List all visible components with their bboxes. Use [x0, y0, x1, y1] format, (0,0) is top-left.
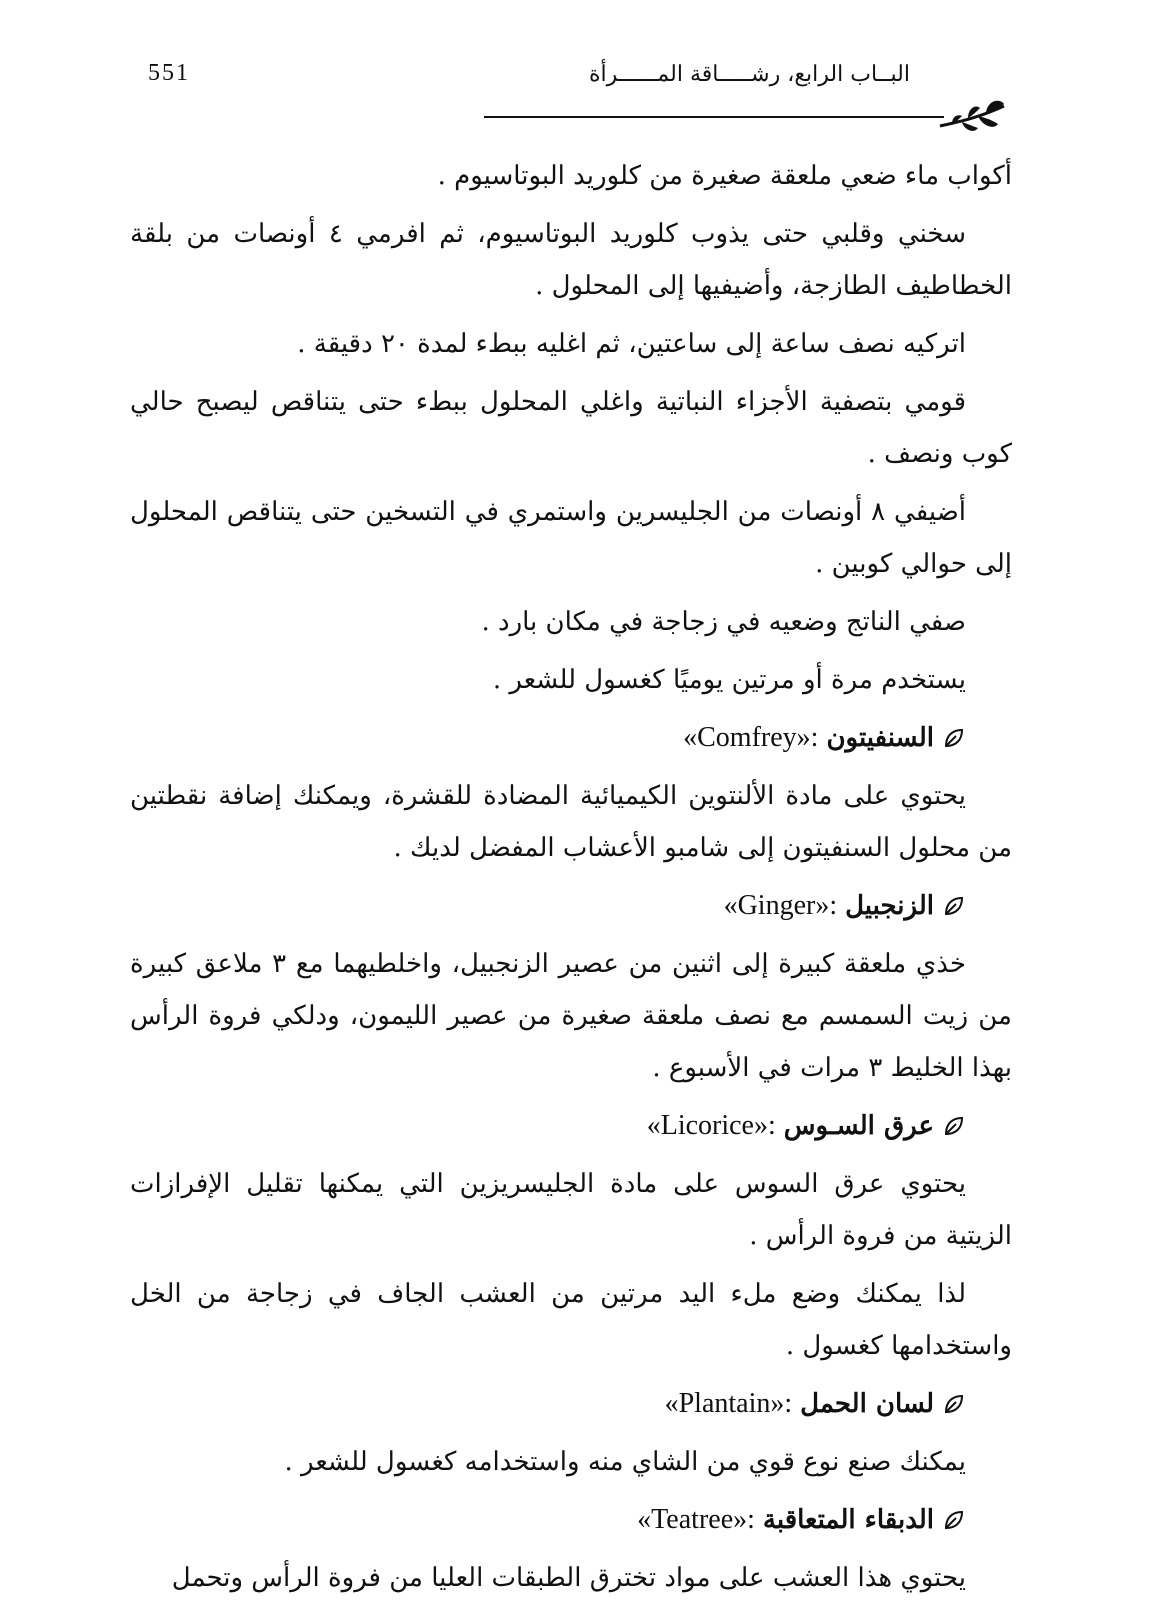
section-heading-teatree: [130, 1494, 1012, 1546]
leaf-branch-icon: [938, 96, 1008, 136]
paragraph: اتركيه نصف ساعة إلى ساعتين، ثم اغليه ببطء لمدة ٢٠ دقيقة .: [297, 329, 966, 359]
section-heading-licorice: [130, 1100, 1012, 1152]
section-heading-ginger: [130, 880, 1012, 932]
section-heading-plantain: [130, 1378, 1012, 1430]
heading-latin: «Licorice»:: [646, 1110, 776, 1141]
paragraph: يحتوي عرق السوس على مادة الجليسريزين التي يمكنها تقليل الإفرازات الزيتية من فروة الرأس .: [130, 1169, 1012, 1251]
leaf-bullet-icon: [942, 894, 966, 918]
heading-latin: «Teatree»:: [637, 1504, 755, 1535]
heading-latin: «Ginger»:: [723, 890, 838, 921]
heading-arabic: السنفيتون: [826, 723, 934, 753]
heading-latin: «Comfrey»:: [683, 722, 819, 753]
section-heading-comfrey: [130, 712, 1012, 764]
paragraph: يستخدم مرة أو مرتين يوميًا كغسول للشعر .: [492, 665, 966, 695]
paragraph: صفي الناتج وضعيه في زجاجة في مكان بارد .: [481, 607, 966, 637]
heading-arabic: الدبقاء المتعاقبة: [762, 1505, 934, 1535]
leaf-bullet-icon: [942, 1508, 966, 1532]
paragraph: يحتوي هذا العشب على مواد تخترق الطبقات العليا من فروة الرأس وتحمل: [171, 1563, 966, 1593]
page-body: [130, 150, 1012, 1610]
paragraph: سخني وقلبي حتى يذوب كلوريد البوتاسيوم، ثم افرمي ٤ أونصات من بلقة الخطاطيف الطازجة، وأضيفيها إلى المحلول .: [130, 219, 1012, 301]
heading-arabic: لسان الحمل: [800, 1389, 934, 1419]
paragraph: قومي بتصفية الأجزاء النباتية واغلي المحلول ببطء حتى يتناقص ليصبح حالي كوب ونصف .: [130, 387, 1012, 469]
page-number: 551: [148, 60, 190, 86]
leaf-bullet-icon: [942, 1392, 966, 1416]
heading-latin: «Plantain»:: [664, 1388, 793, 1419]
leaf-bullet-icon: [942, 1114, 966, 1138]
leaf-bullet-icon: [942, 726, 966, 750]
heading-arabic: عرق السـوس: [783, 1111, 934, 1141]
header-rule: [484, 116, 944, 118]
paragraph: أكواب ماء ضعي ملعقة صغيرة من كلوريد البوتاسيوم .: [437, 161, 1012, 191]
paragraph: يحتوي على مادة الألنتوين الكيميائية المضادة للقشرة، ويمكنك إضافة نقطتين من محلول السنفيتون إلى شامبو الأعشاب المفضل لديك .: [130, 781, 1012, 863]
running-header: البــاب الرابع، رشـــــاقة المــــــرأة: [588, 62, 910, 87]
paragraph: لذا يمكنك وضع ملء اليد مرتين من العشب الجاف في زجاجة من الخل واستخدامها كغسول .: [130, 1279, 1012, 1361]
heading-arabic: الزنجبيل: [845, 891, 934, 921]
paragraph: أضيفي ٨ أونصات من الجليسرين واستمري في التسخين حتى يتناقص المحلول إلى حوالي كوبين .: [130, 497, 1012, 579]
paragraph: يمكنك صنع نوع قوي من الشاي منه واستخدامه كغسول للشعر .: [284, 1447, 966, 1477]
paragraph: خذي ملعقة كبيرة إلى اثنين من عصير الزنجبيل، واخلطيهما مع ٣ ملاعق كبيرة من زيت السمسم مع نصف ملعقة صغيرة من عصير الليمون، ودلكي فروة الرأس بهذا الخليط ٣ مرات في الأسبوع .: [130, 949, 1012, 1083]
